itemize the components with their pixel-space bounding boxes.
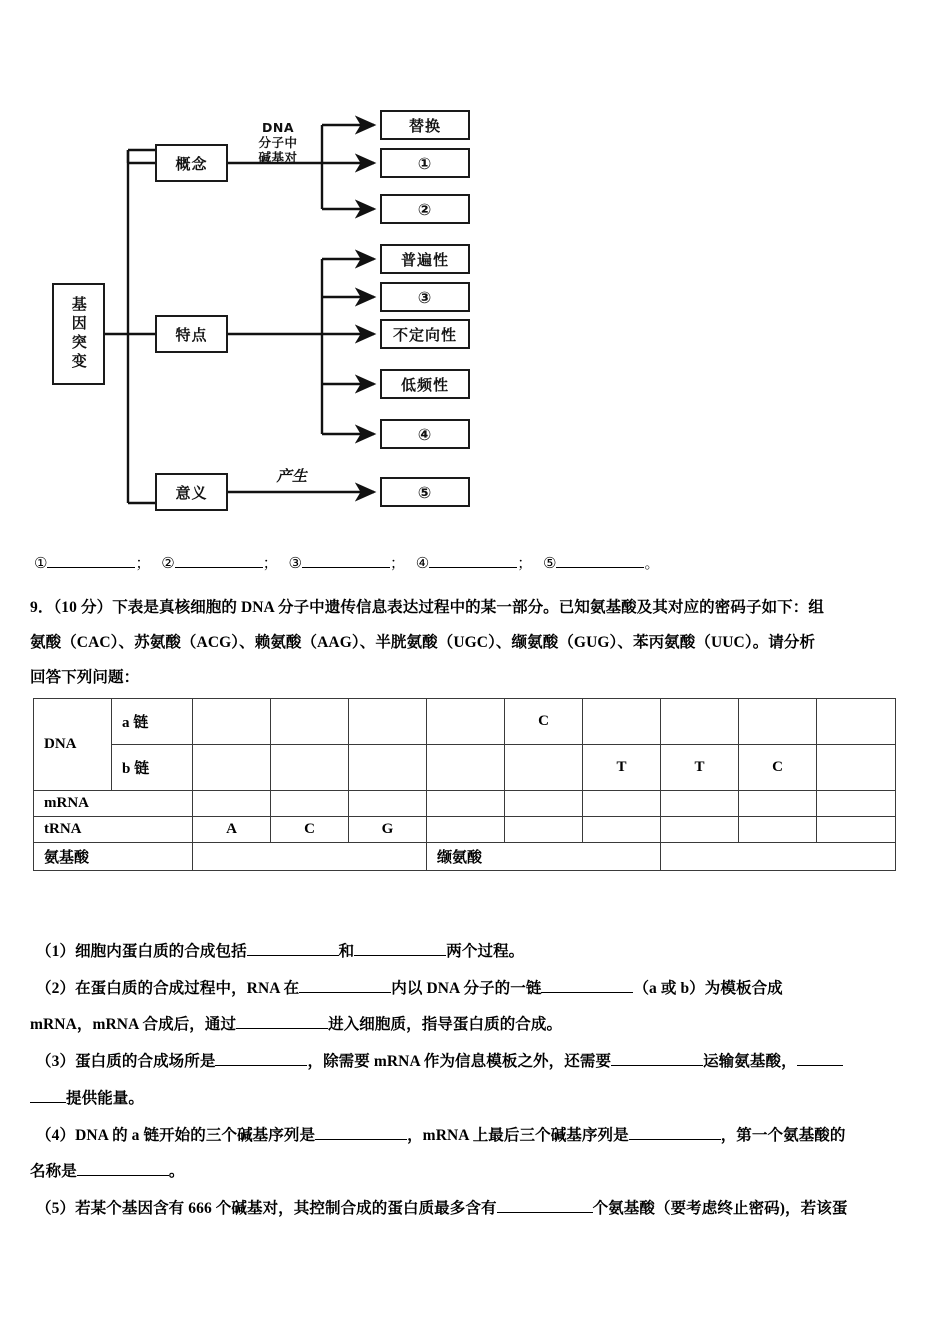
question-9-stem-line-2: 氨酸（CAC）、苏氨酸（ACG）、赖氨酸（AAG）、半胱氨酸（UGC）、缬氨酸（GUG）、苯丙氨酸（UUC）。请分析 [30, 634, 816, 651]
question-9-number: 9． [30, 599, 54, 616]
subq4-text-1: DNA 的 a 链开始的三个碱基序列是 [75, 1127, 316, 1144]
table-label-amino-acid: 氨基酸 [34, 843, 193, 871]
subq4-text-3: ，第一个氨基酸的 [720, 1127, 846, 1144]
subq3-text-2: ，除需要 mRNA 作为信息模板之外，还需要 [307, 1053, 612, 1070]
blank-underline-4[interactable] [429, 554, 517, 568]
table-row-mrna [34, 791, 896, 817]
question-9-stem-text-1: 下表是真核细胞的 DNA 分子中遗传信息表达过程中的某一部分。已知氨基酸及其对应的密码子如下：组 [112, 599, 824, 616]
subq4-number: （4） [36, 1127, 76, 1144]
blank-marker-4: ④ [415, 554, 430, 572]
subquestion-2-line-2 [30, 1013, 920, 1037]
blank-item-5 [543, 554, 659, 572]
blank-marker-5: ⑤ [543, 554, 557, 572]
table-cell-m5[interactable] [505, 791, 583, 817]
table-cell-m6[interactable] [583, 791, 661, 817]
subquestion-2-line-1 [36, 977, 926, 1001]
subq2-text-3: （a 或 b）为模板合成 [633, 980, 783, 997]
table-row-amino-acid [34, 843, 896, 871]
question-9-stem-line-3: 回答下列问题： [30, 669, 140, 686]
table-cell-a5[interactable]: C [505, 699, 583, 745]
table-cell-b1[interactable] [193, 745, 271, 791]
diagram-root-box: 基因突变 [52, 283, 105, 385]
table-cell-b7[interactable]: T [661, 745, 739, 791]
subq4-line2-text-2: 。 [168, 1163, 185, 1180]
table-cell-t4[interactable] [427, 817, 505, 843]
subq2-blank-1[interactable] [299, 978, 391, 993]
table-cell-aa2[interactable]: 缬氨酸 [427, 843, 661, 871]
subq4-line2-text-1: 名称是 [30, 1163, 77, 1180]
table-cell-a7[interactable] [661, 699, 739, 745]
subq5-number: （5） [36, 1200, 76, 1217]
question-9-stem-line-1 [30, 596, 920, 620]
subq5-text-1: 若某个基因含有 666 个碱基对，其控制合成的蛋白质最多含有 [75, 1200, 497, 1217]
table-cell-b3[interactable] [349, 745, 427, 791]
table-cell-t2[interactable]: C [271, 817, 349, 843]
diagram-target-blank-1: ① [380, 148, 470, 178]
blank-sep-4: ； [517, 554, 533, 572]
subq3-blank-3b[interactable] [30, 1088, 66, 1103]
table-row-a-chain [34, 699, 896, 745]
table-cell-a9[interactable] [817, 699, 896, 745]
table-cell-a1[interactable] [193, 699, 271, 745]
subq1-number: （1） [36, 943, 76, 960]
subq3-number: （3） [36, 1053, 76, 1070]
subquestion-1 [36, 940, 926, 964]
table-cell-t8[interactable] [739, 817, 817, 843]
blank-marker-2: ② [161, 554, 175, 572]
blank-sep-3: ； [389, 554, 405, 572]
subq2-line2-text-2: 进入细胞质，指导蛋白质的合成。 [328, 1016, 563, 1033]
subq2-line2-text-1: mRNA，mRNA 合成后，通过 [30, 1016, 237, 1033]
diagram-connector-lines [0, 0, 950, 545]
table-cell-m8[interactable] [739, 791, 817, 817]
diagram-branch-features: 特点 [155, 315, 228, 353]
subq1-text-1: 细胞内蛋白质的合成包括 [75, 943, 247, 960]
subq2-number: （2） [36, 980, 76, 997]
table-cell-t7[interactable] [661, 817, 739, 843]
blank-underline-2[interactable] [175, 554, 263, 568]
table-row-trna [34, 817, 896, 843]
subq4-blank-3[interactable] [77, 1161, 169, 1176]
subq3-line2-text: 提供能量。 [66, 1090, 145, 1107]
blank-sep-1: ； [135, 554, 151, 572]
subquestion-4-line-1 [36, 1124, 926, 1148]
blank-marker-3: ③ [288, 554, 302, 572]
table-cell-b4[interactable] [427, 745, 505, 791]
subq3-blank-1[interactable] [215, 1051, 307, 1066]
table-cell-m1[interactable] [193, 791, 271, 817]
table-cell-t6[interactable] [583, 817, 661, 843]
concept-arrow-line3: 碱基对 [258, 149, 298, 165]
blank-underline-5[interactable] [556, 554, 644, 568]
table-cell-m2[interactable] [271, 791, 349, 817]
table-cell-m4[interactable] [427, 791, 505, 817]
diagram-target-nondirectional: 不定向性 [380, 319, 470, 349]
blank-item-1 [34, 554, 150, 572]
blank-item-3 [289, 554, 405, 572]
table-cell-b5[interactable] [505, 745, 583, 791]
table-cell-a2[interactable] [271, 699, 349, 745]
blank-terminator: 。 [644, 554, 660, 572]
table-cell-b6[interactable]: T [583, 745, 661, 791]
table-label-mrna: mRNA [34, 791, 193, 817]
subq2-blank-3[interactable] [236, 1014, 328, 1029]
table-cell-a4[interactable] [427, 699, 505, 745]
subq3-blank-2[interactable] [611, 1051, 703, 1066]
diagram-target-blank-2: ② [380, 194, 470, 224]
diagram-target-universality: 普遍性 [380, 244, 470, 274]
concept-arrow-line2: 分子中 [258, 134, 298, 150]
subq1-blank-2[interactable] [354, 941, 446, 956]
blank-underline-3[interactable] [302, 554, 390, 568]
diagram-branch-meaning: 意义 [155, 473, 228, 511]
table-cell-m3[interactable] [349, 791, 427, 817]
table-cell-m7[interactable] [661, 791, 739, 817]
diagram-meaning-arrow-label: 产生 [276, 467, 308, 485]
subq4-blank-1[interactable] [315, 1125, 407, 1140]
subq3-text-3: 运输氨基酸， [703, 1053, 797, 1070]
table-cell-t5[interactable] [505, 817, 583, 843]
subquestion-4-line-2 [30, 1160, 920, 1184]
table-cell-b2[interactable] [271, 745, 349, 791]
blank-sep-2: ； [262, 554, 278, 572]
blank-item-4 [416, 554, 532, 572]
subquestion-5 [36, 1197, 926, 1221]
diagram-target-substitution: 替换 [380, 110, 470, 140]
table-label-trna: tRNA [34, 817, 193, 843]
table-cell-t9[interactable] [817, 817, 896, 843]
table-cell-aa1[interactable] [193, 843, 427, 871]
diagram-concept-arrow-label [240, 121, 316, 165]
table-cell-b8[interactable]: C [739, 745, 817, 791]
table-cell-t3[interactable]: G [349, 817, 427, 843]
table-label-b-chain: b 链 [112, 745, 193, 791]
table-row-b-chain [34, 745, 896, 791]
subq2-blank-2[interactable] [541, 978, 633, 993]
table-label-a-chain: a 链 [112, 699, 193, 745]
subq3-text-1: 蛋白质的合成场所是 [75, 1053, 216, 1070]
question-9-score: （10 分） [53, 599, 113, 616]
subq1-text-2: 和 [338, 943, 355, 960]
gene-mutation-diagram [0, 0, 950, 545]
concept-arrow-line1: DNA [261, 120, 294, 135]
table-cell-a6[interactable] [583, 699, 661, 745]
diagram-branch-concept: 概念 [155, 144, 228, 182]
subq4-text-2: ，mRNA 上最后三个碱基序列是 [407, 1127, 629, 1144]
table-cell-t1[interactable]: A [193, 817, 271, 843]
diagram-target-low-frequency: 低频性 [380, 369, 470, 399]
table-cell-m9[interactable] [817, 791, 896, 817]
blank-underline-1[interactable] [47, 554, 135, 568]
subq5-blank-1[interactable] [497, 1198, 593, 1213]
subq2-text-2: 内以 DNA 分子的一链 [391, 980, 542, 997]
subq5-text-2: 个氨基酸（要考虑终止密码)，若该蛋 [592, 1200, 848, 1217]
table-label-dna: DNA [34, 699, 112, 791]
blank-item-2 [161, 554, 277, 572]
subq4-blank-2[interactable] [629, 1125, 721, 1140]
diagram-answer-blanks-row [34, 552, 914, 573]
blank-marker-1: ① [34, 554, 48, 572]
subq1-blank-1[interactable] [247, 941, 339, 956]
subq3-blank-3a[interactable] [797, 1051, 843, 1066]
subq2-text-1: 在蛋白质的合成过程中，RNA 在 [75, 980, 300, 997]
table-cell-aa3[interactable] [661, 843, 896, 871]
table-cell-a3[interactable] [349, 699, 427, 745]
table-cell-b9[interactable] [817, 745, 896, 791]
subquestion-3-line-1 [36, 1050, 926, 1074]
diagram-target-blank-5: ⑤ [380, 477, 470, 507]
table-cell-a8[interactable] [739, 699, 817, 745]
diagram-target-blank-4: ④ [380, 419, 470, 449]
diagram-target-blank-3: ③ [380, 282, 470, 312]
genetic-information-table [33, 698, 896, 871]
subquestion-3-line-2 [30, 1087, 920, 1111]
subq1-text-3: 两个过程。 [446, 943, 525, 960]
